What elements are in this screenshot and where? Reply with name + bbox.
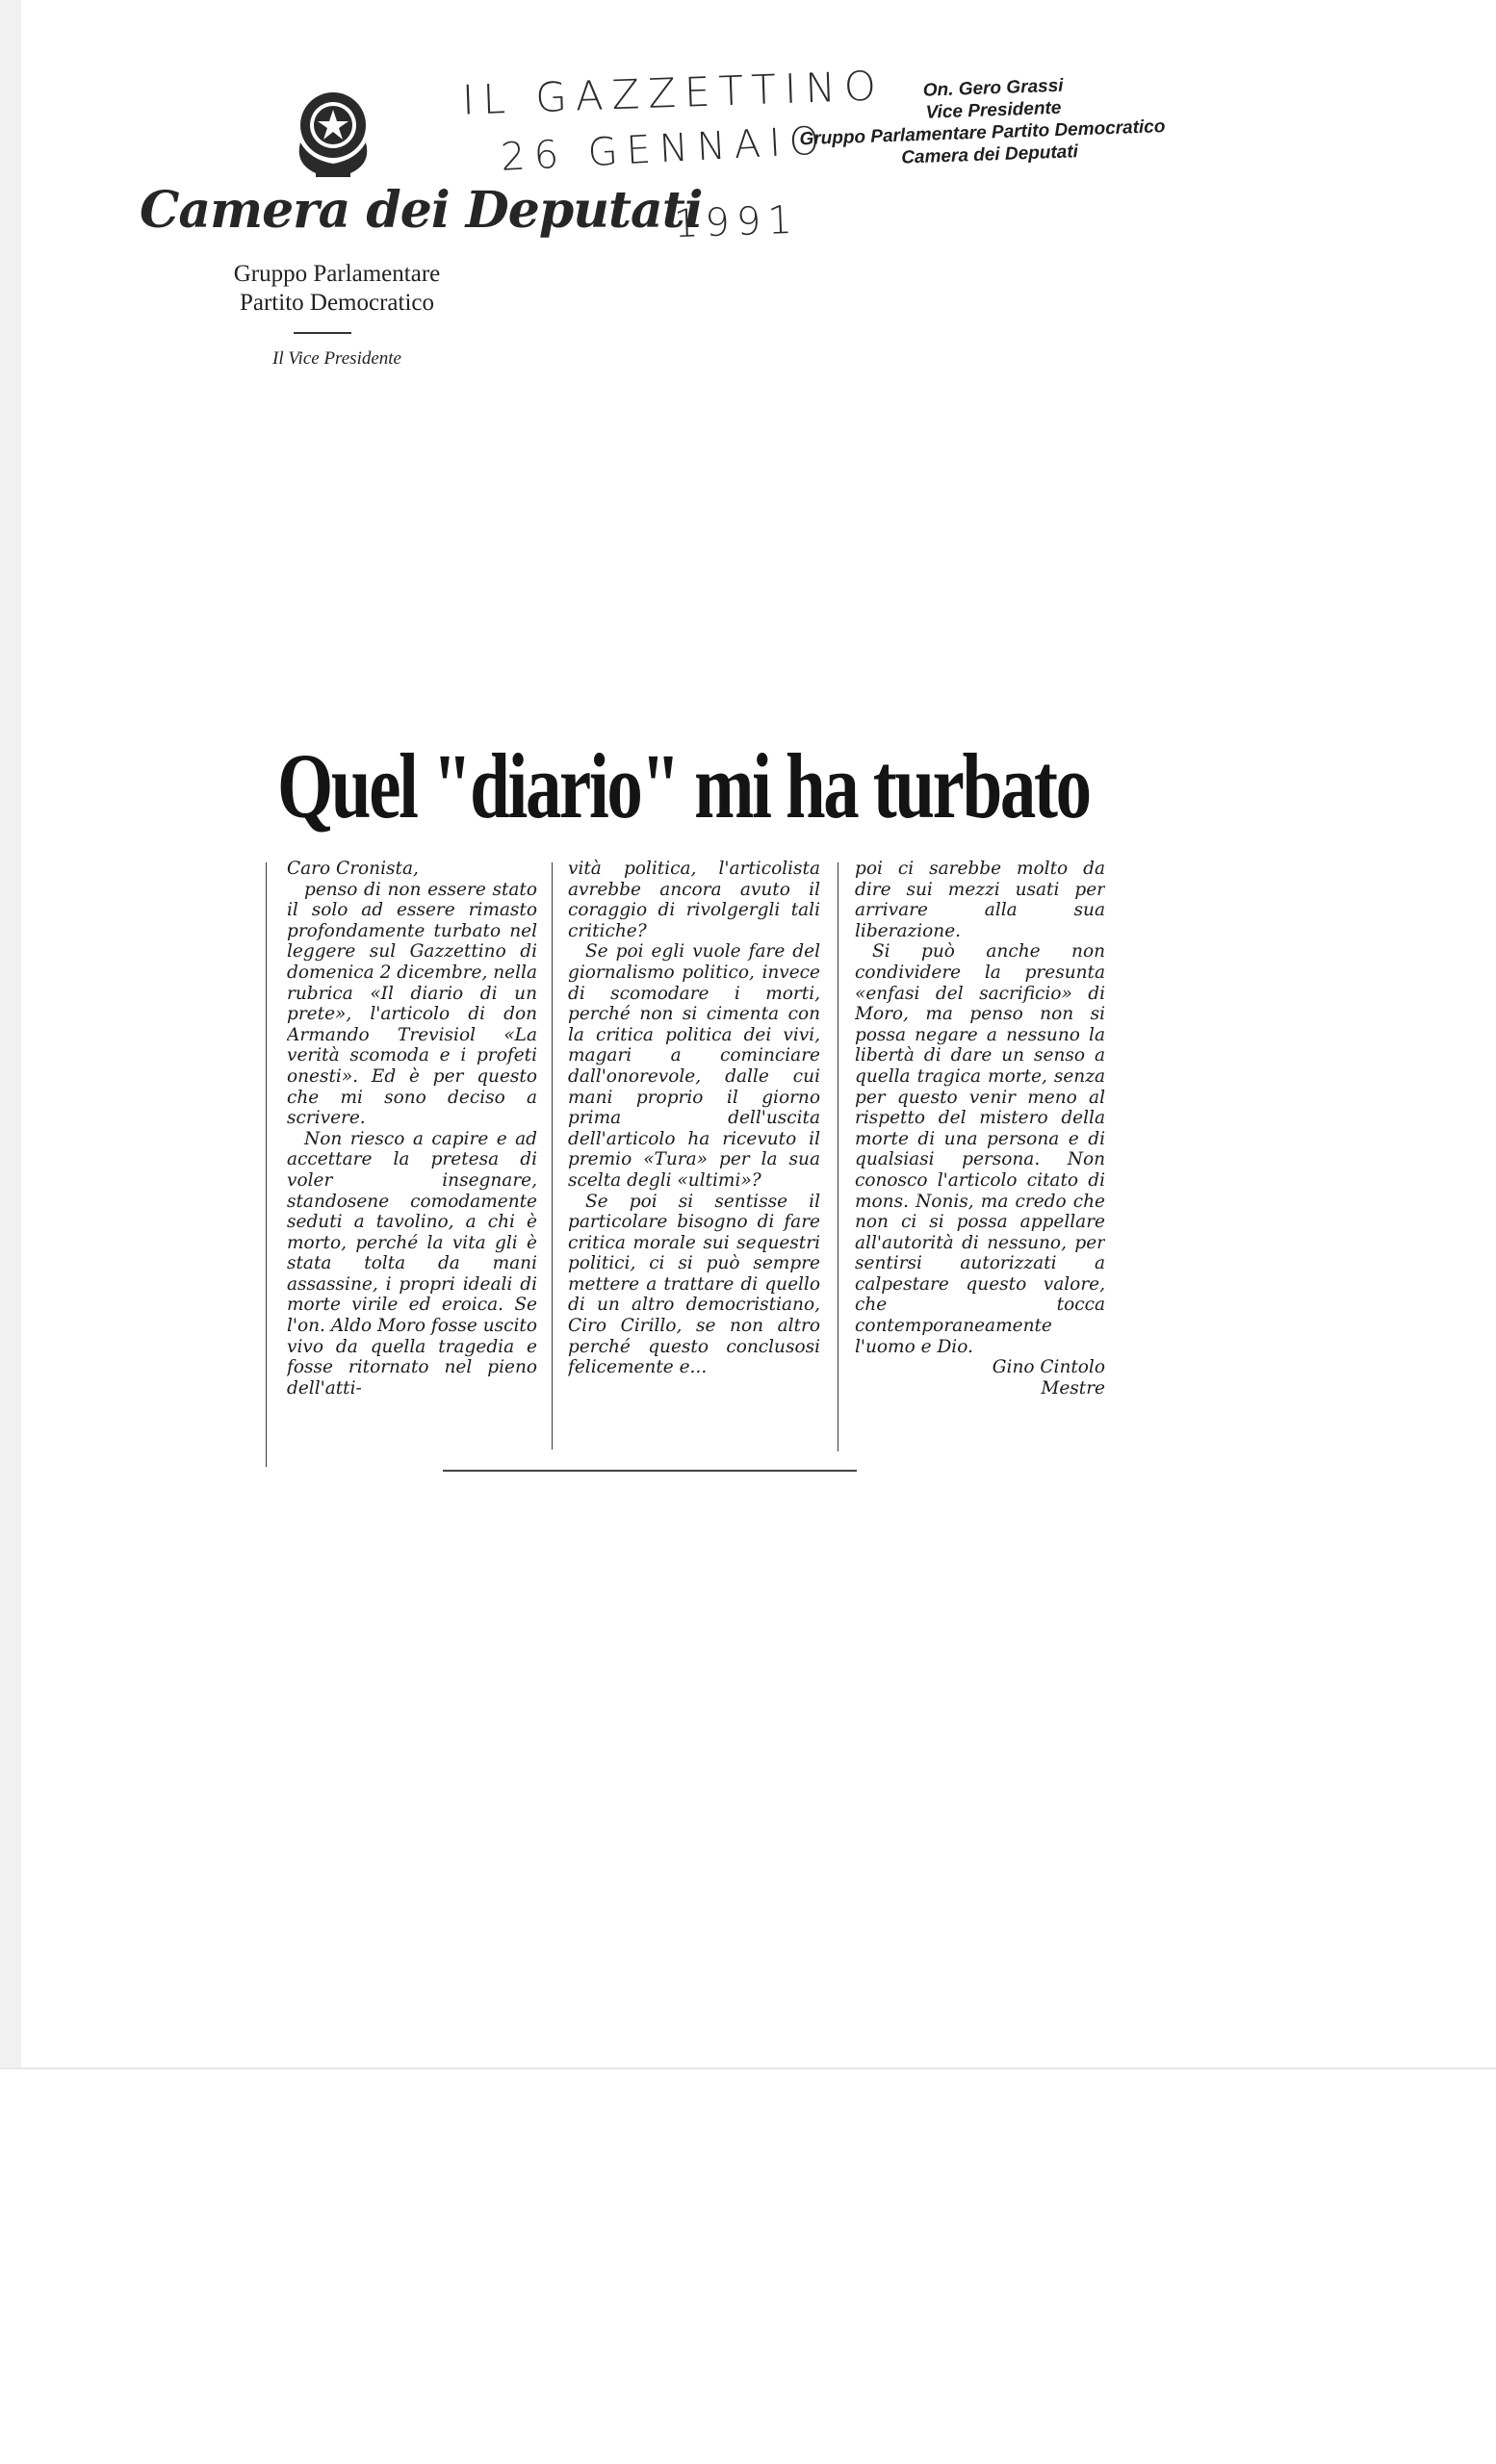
paragraph: Se poi egli vuole fare del giornalismo politico, invece di scomodare i morti, perché non si cimenta con la critica politica dei vivi, magari a cominciare dall'onorevole, dalle cui mani proprio il giorno prima dell'uscita dell'articolo ha ricevuto il premio «Tura» per la sua scelta degli «ultimi»? [568,941,820,1191]
article-bottom-rule [443,1470,857,1472]
italian-republic-emblem [287,83,379,183]
vice-presidente-label: Il Vice Presidente [272,348,401,369]
paragraph: Caro Cronista, [287,859,419,879]
handwritten-year: 1991 [673,197,800,247]
scan-edge [0,0,21,2069]
letterhead-divider [294,332,351,334]
group-line-2: Partito Democratico [239,290,434,316]
signature-place: Mestre [1041,1377,1105,1399]
stamp-line-2: Vice Presidente [925,97,1062,123]
stamp-line-1: On. Gero Grassi [922,75,1064,101]
stamp-line-4: Camera dei Deputati [900,141,1079,168]
article-column-2 [568,859,820,1451]
handwritten-newspaper: IL GAZZETTINO [461,62,886,124]
column-rule-left [266,862,267,1467]
letterhead-group [193,260,481,318]
paragraph: poi ci sarebbe molto da dire sui mezzi usati per arrivare alla sua liberazione. [855,859,1105,941]
scan-bottom-edge [0,2067,1496,2069]
article-column-1 [287,859,537,1451]
column-rule [552,862,553,1450]
article-column-3 [855,859,1105,1451]
paragraph: Non riesco a capire e ad accettare la pretesa di voler insegnare, standosene comodamente seduti a tavolino, a chi è morto, perché la vita gli è stata tolta da mani assassine, i propri ideali di morte virile ed eroica. Se l'on. Aldo Moro fosse uscito vivo da quella tragedia e fosse ritornato nel pieno dell'atti- [287,1128,537,1399]
group-line-1: Gruppo Parlamentare [233,261,441,287]
paragraph: penso di non essere stato il solo ad essere rimasto profondamente turbato nel leggere sul Gazzettino di domenica 2 dicembre, nella rubrica «Il diario di un prete», l'articolo di don Armando Trevisiol «La verità scomoda e i profeti onesti». Ed è per questo che mi sono deciso a scrivere. [287,879,537,1129]
deputy-stamp [798,70,1205,173]
signature-name: Gino Cintolo [992,1357,1105,1378]
stamp-line-3: Gruppo Parlamentare Partito Democratico [799,116,1166,150]
paragraph: Si può anche non condividere la presunta «enfasi del sacrificio» di Moro, ma penso non si possa negare a nessuno la libertà di dare un senso a quella tragica morte, senza per questo venir meno al rispetto del mistero della morte di una persona e di qualsiasi persona. Non conosco l'articolo citato di mons. Nonis, ma credo che non ci si possa appellare all'autorità di nessuno, per sentirsi autorizzati a calpestare questo valore, che tocca contemporaneamente l'uomo e Dio. [855,941,1105,1357]
paragraph: vità politica, l'articolista avrebbe ancora avuto il coraggio di rivolgergli tali critiche? [568,859,820,941]
camera-dei-deputati-logo: Camera dei Deputati [140,181,703,240]
handwritten-date: 26 GENNAIO [500,118,830,180]
paragraph: Se poi si sentisse il particolare bisogno di fare critica morale sui sequestri politici, ci si può sempre mettere a trattare di quello di un altro democristiano, Ciro Cirillo, se non altro perché questo conclusosi felicemente e... [568,1191,820,1378]
article-headline: Quel "diario" mi ha turbato [277,734,1090,837]
